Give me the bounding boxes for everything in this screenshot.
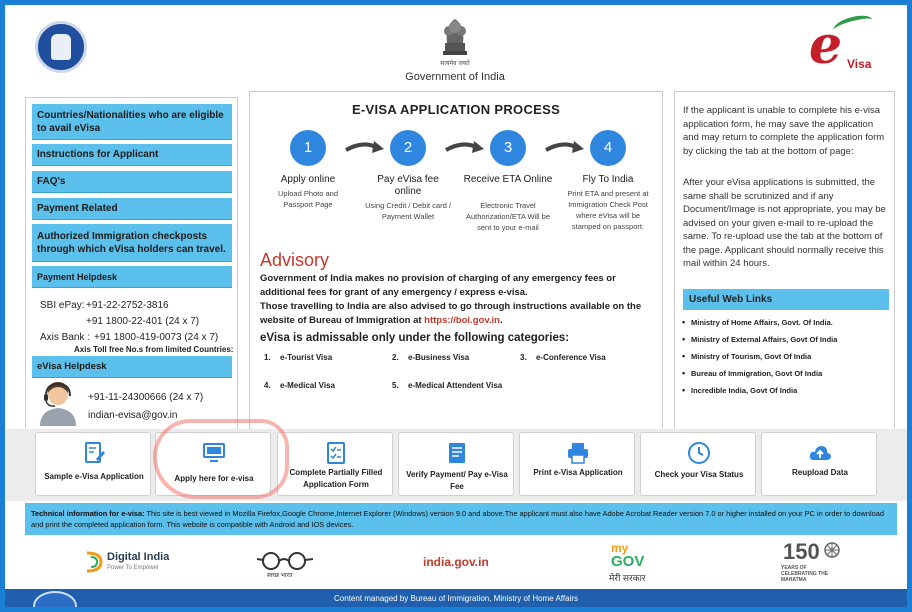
gandhi-150-logo[interactable] bbox=[765, 537, 845, 585]
boi-link[interactable]: https://boi.gov.in bbox=[424, 315, 500, 326]
sbi-epay-label: SBI ePay: bbox=[40, 300, 85, 311]
step-arrow-icon bbox=[544, 136, 586, 158]
verify-payment-label: Verify Payment/ Pay e-Visa Fee bbox=[406, 470, 508, 491]
step-arrow-icon bbox=[344, 136, 386, 158]
step-1-desc: Upload Photo and Passport Page bbox=[277, 189, 339, 209]
verify-payment-button[interactable] bbox=[398, 432, 514, 496]
category-5-name: e-Medical Attendent Visa bbox=[408, 381, 503, 390]
axis-phone: +91 1800-419-0073 (24 x 7) bbox=[94, 332, 219, 343]
step-1-circle: 1 bbox=[290, 130, 326, 166]
mygov-hindi-text: मेरी सरकार bbox=[609, 573, 646, 583]
clock-icon bbox=[687, 441, 711, 465]
category-5-num: 5. bbox=[392, 381, 399, 390]
category-4-num: 4. bbox=[264, 381, 271, 390]
category-1-name: e-Tourist Visa bbox=[280, 353, 333, 362]
advisory-para-2 bbox=[260, 300, 658, 328]
axis-bank-label: Axis Bank : bbox=[40, 332, 91, 343]
partner-logos bbox=[5, 537, 907, 587]
category-2-num: 2. bbox=[392, 353, 399, 362]
category-3-name: e-Conference Visa bbox=[536, 353, 606, 362]
step-4-desc: Print ETA and present at Immigration Check Post where eVisa will be stamped on passport. bbox=[567, 189, 649, 231]
apply-evisa-label: Apply here for e-visa bbox=[174, 474, 254, 483]
swachh-bharat-text: स्वच्छ भारत bbox=[267, 573, 293, 579]
helpdesk-agent-icon bbox=[36, 378, 80, 426]
helpdesk-email[interactable]: indian-evisa@gov.in bbox=[88, 410, 178, 421]
sidebar-item-faq[interactable]: FAQ's bbox=[32, 171, 232, 193]
sbi-phone-2: +91 1800-22-401 (24 x 7) bbox=[86, 316, 200, 327]
sbi-phone-1: +91-22-2752-3816 bbox=[86, 300, 169, 311]
logo-visa-text: Visa bbox=[847, 57, 872, 71]
computer-icon bbox=[202, 441, 226, 465]
step-4-circle: 4 bbox=[590, 130, 626, 166]
evisa-logo bbox=[805, 15, 877, 77]
advisory-para-2-end: . bbox=[499, 315, 503, 326]
mygov-gov-text: GOV bbox=[611, 553, 645, 570]
step-4-title: Fly To India bbox=[582, 174, 634, 185]
checklist-icon bbox=[324, 441, 348, 465]
step-3-desc: Electronic Travel Authorization/ETA Will be sent to your e-mail bbox=[465, 201, 551, 232]
complete-partial-label: Complete Partially Filled Application Form bbox=[289, 468, 383, 489]
technical-info-bar bbox=[25, 503, 897, 535]
application-process-panel bbox=[249, 91, 663, 431]
sidebar-item-eligible-countries[interactable]: Countries/Nationalities who are eligible to avail eVisa bbox=[32, 104, 232, 140]
site-footer bbox=[5, 589, 907, 607]
apply-evisa-button[interactable] bbox=[155, 432, 271, 496]
check-status-button[interactable] bbox=[640, 432, 756, 496]
sample-evisa-label: Sample e-Visa Application bbox=[44, 472, 144, 481]
cloud-upload-icon bbox=[808, 441, 832, 465]
category-2-name: e-Business Visa bbox=[408, 353, 470, 362]
useful-links-heading: Useful Web Links bbox=[683, 289, 889, 310]
mygov-my-text: my bbox=[611, 541, 629, 555]
step-arrow-icon bbox=[444, 136, 486, 158]
sidebar-item-instructions[interactable]: Instructions for Applicant bbox=[32, 144, 232, 166]
site-header bbox=[5, 5, 907, 90]
step-1-title: Apply online bbox=[280, 174, 336, 185]
step-3-title: Receive ETA Online bbox=[463, 174, 553, 185]
axis-toll-note: Axis Toll free No.s from limited Countries: bbox=[74, 345, 234, 354]
action-toolbar bbox=[5, 429, 907, 501]
helpdesk-phone: +91-11-24300666 (24 x 7) bbox=[88, 392, 204, 403]
save-application-info: If the applicant is unable to complete his e-visa application form, he may save the application and may return to complete the application form by clicking the tab at the bottom of page: bbox=[683, 105, 885, 157]
india-gov-logo[interactable]: india.gov.in bbox=[423, 555, 489, 569]
advisory-heading: Advisory bbox=[260, 250, 330, 270]
payment-helpdesk-label: Payment Helpdesk bbox=[32, 266, 232, 288]
printer-icon bbox=[566, 441, 590, 465]
national-emblem-icon bbox=[435, 13, 475, 69]
left-sidebar bbox=[25, 97, 238, 431]
government-title: Government of India bbox=[405, 71, 505, 83]
link-tourism[interactable]: • Ministry of Tourism, Govt Of India bbox=[691, 352, 811, 361]
charkha-wheel-icon bbox=[823, 541, 841, 559]
process-title: E-VISA APPLICATION PROCESS bbox=[351, 102, 561, 117]
tech-info-text: This site is best viewed in Mozilla Firefox,Google Chrome,Internet Explorer (Windows) version 9.0 and above.The applicant must also have Adobe Acrobat Reader version 7.0 or higher installed on your PC in order to download and print the completed application form. This website is compatible with Android and IOS devices. bbox=[31, 509, 884, 529]
gandhi-150-number: 150 bbox=[783, 539, 820, 564]
complete-partial-button[interactable] bbox=[277, 432, 393, 496]
document-edit-icon bbox=[82, 441, 106, 465]
sidebar-item-payment-related[interactable]: Payment Related bbox=[32, 198, 232, 220]
link-mea[interactable]: • Ministry of External Affairs, Govt Of India bbox=[691, 335, 837, 344]
category-1-num: 1. bbox=[264, 353, 271, 362]
category-4-name: e-Medical Visa bbox=[280, 381, 335, 390]
step-2-title: Pay eVisa fee online bbox=[377, 174, 439, 197]
sidebar-item-checkposts[interactable]: Authorized Immigration checkposts through which eVisa holders can travel. bbox=[32, 224, 232, 262]
reupload-info: After your eVisa applications is submitted, the same shall be scrutinized and if any Document/Image is not appropriate, you may be advised on your given e-mail to re-upload the same. To re-upload use the tab at the bottom of the page. Applicant should normally receive this mail within 24 hours. bbox=[683, 177, 886, 269]
emblem-motto: सत्यमेव जयते bbox=[440, 60, 470, 67]
advisory-para-2-text: Those travelling to India are also advised to go through instructions available on the website of Bureau of Immigration at bbox=[260, 301, 642, 326]
advisory-para-1: Government of India makes no provision of charging of any emergency fees or additional fees for grant of any emergency / express e-visa. bbox=[260, 273, 616, 298]
step-3-circle: 3 bbox=[490, 130, 526, 166]
sample-evisa-button[interactable] bbox=[35, 432, 151, 496]
link-mha[interactable]: • Ministry of Home Affairs, Govt. Of India. bbox=[691, 318, 833, 327]
check-status-label: Check your Visa Status bbox=[654, 470, 744, 479]
glasses-icon bbox=[255, 551, 315, 571]
mygov-logo[interactable] bbox=[607, 539, 657, 585]
categories-heading: eVisa is admissable only under the following categories: bbox=[260, 332, 570, 344]
step-2-desc: Using Credit / Debit card / Payment Wallet bbox=[365, 201, 451, 221]
category-3-num: 3. bbox=[520, 353, 527, 362]
tech-info-label: Technical information for e-visa: bbox=[31, 509, 145, 518]
step-2-circle: 2 bbox=[390, 130, 426, 166]
print-evisa-button[interactable] bbox=[519, 432, 635, 496]
right-info-panel bbox=[674, 91, 895, 431]
footer-text: Content managed by Bureau of Immigration, Ministry of Home Affairs bbox=[334, 594, 578, 603]
immigration-seal-icon bbox=[35, 21, 87, 73]
link-incredible-india[interactable]: • Incredible India, Govt Of India bbox=[691, 386, 797, 395]
digital-india-tagline: Power To Empower bbox=[107, 565, 159, 571]
logo-e-letter: e bbox=[809, 15, 843, 76]
gandhi-150-text: YEARS OF CELEBRATING THE MAHATMA bbox=[781, 565, 829, 583]
evisa-helpdesk-label: eVisa Helpdesk bbox=[32, 356, 232, 378]
swachh-bharat-logo[interactable] bbox=[255, 551, 315, 581]
print-evisa-label: Print e-Visa Application bbox=[533, 468, 623, 477]
document-list-icon bbox=[445, 441, 469, 465]
link-boi[interactable]: • Bureau of Immigration, Govt Of India bbox=[691, 369, 822, 378]
reupload-data-label: Reupload Data bbox=[791, 468, 848, 477]
reupload-data-button[interactable] bbox=[761, 432, 877, 496]
digital-india-text: Digital India bbox=[107, 551, 170, 563]
evisa-home-page bbox=[5, 5, 907, 607]
digital-india-icon bbox=[83, 551, 105, 573]
